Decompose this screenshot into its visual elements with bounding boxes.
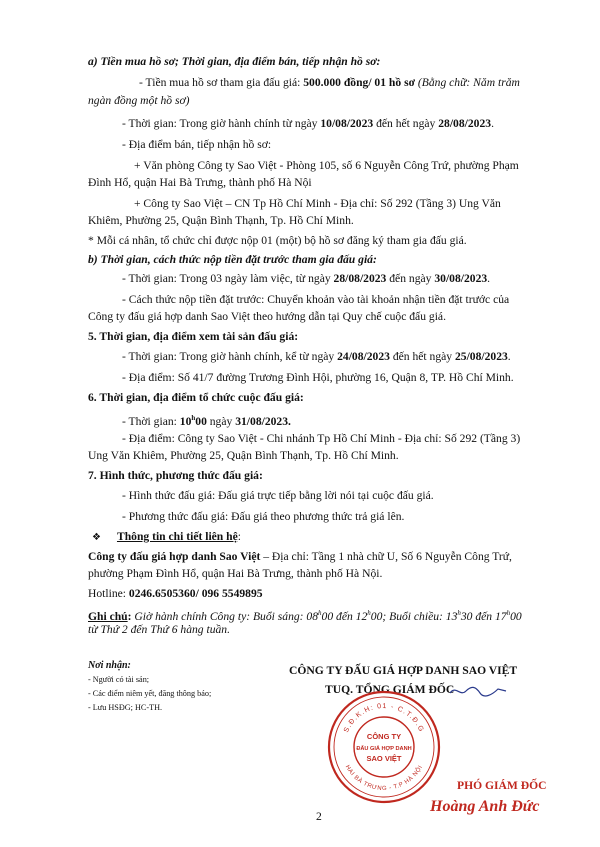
- section-6-heading: 6. Thời gian, địa điểm tổ chức cuộc đấu giá:: [88, 391, 304, 404]
- seal-ring-bottom: HAI BÀ TRƯNG - T.P HÀ NỘI: [343, 764, 425, 793]
- contact-company: Công ty đấu giá hợp danh Sao Việt: [88, 550, 261, 563]
- viewing-time-start: 24/08/2023: [337, 350, 390, 363]
- fee-words: (Bằng chữ: Năm trăm: [415, 76, 520, 89]
- viewing-time-end: 25/08/2023: [454, 350, 508, 363]
- auction-hour: 10: [179, 414, 192, 428]
- viewing-time-mid: đến hết ngày: [389, 350, 455, 363]
- auction-date: 31/08/2023: [235, 414, 289, 428]
- section-5-heading: 5. Thời gian, địa điểm xem tài sản đấu giá:: [88, 330, 299, 343]
- note-text-5: 00: [510, 609, 522, 623]
- recipient-item: - Người có tài sản;: [88, 675, 150, 684]
- signer-title: PHÓ GIÁM ĐỐC: [457, 779, 547, 792]
- recipients-heading: Nơi nhận:: [88, 660, 131, 671]
- deposit-method-line2: Công ty đấu giá hợp danh Sao Việt theo hướng dẫn tại Quy chế cuộc đấu giá.: [88, 310, 446, 323]
- note-sup-3: h: [457, 609, 461, 617]
- sale-time-start: 10/08/2023: [320, 117, 374, 130]
- seal-ring-top: S.Đ.K.H: 01 - C.T.Đ.G: [343, 702, 425, 734]
- hotline-line: [88, 587, 263, 601]
- fee-prefix: - Tiền mua hồ sơ tham gia đấu giá:: [139, 76, 304, 89]
- auction-hour-sup: h: [191, 414, 196, 422]
- hours-note-line2: từ Thứ 2 đến Thứ 6 hàng tuần.: [88, 623, 231, 636]
- section-a-heading: a) Tiền mua hồ sơ; Thời gian, địa điểm bán, tiếp nhận hồ sơ:: [88, 55, 381, 68]
- note-sup-2: h: [367, 609, 371, 617]
- signature-company: CÔNG TY ĐẤU GIÁ HỢP DANH SAO VIỆT: [289, 664, 518, 677]
- deposit-time-mid: đến ngày: [386, 272, 435, 285]
- section-b-heading: b) Thời gian, cách thức nộp tiền đặt trước tham gia đấu giá:: [88, 253, 377, 266]
- seal-center-2: ĐẤU GIÁ HỢP DANH: [356, 746, 412, 752]
- auction-time-prefix: - Thời gian:: [122, 414, 180, 428]
- viewing-time-line: [122, 350, 511, 364]
- submission-note: * Mỗi cá nhân, tổ chức chỉ được nộp 01 (một) bộ hồ sơ đăng ký tham gia đấu giá.: [88, 234, 467, 247]
- contact-heading: Thông tin chi tiết liên hệ: [116, 530, 238, 543]
- page-number: 2: [316, 810, 322, 823]
- auction-place-line1: - Địa điểm: Công ty Sao Việt - Chi nhánh Tp Hồ Chí Minh - Địa chỉ: Số 292 (Tầng 3): [122, 432, 521, 445]
- seal-center-1: CÔNG TY: [366, 732, 402, 741]
- auction-time-suffix: .: [288, 414, 291, 428]
- viewing-time-suffix: .: [507, 350, 511, 363]
- note-sup-1: h: [318, 609, 322, 617]
- auction-time-mid: ngày: [206, 414, 236, 428]
- seal-center-3: SAO VIỆT: [366, 754, 402, 763]
- contact-company-line: [88, 550, 512, 564]
- auction-minute: 00: [195, 414, 207, 428]
- svg-text:S.Đ.K.H: 01 - C.T.Đ.G: [343, 703, 425, 734]
- note-sup-4: h: [506, 609, 511, 617]
- note-text-1: Giờ hành chính Công ty: Buổi sáng: 08: [134, 609, 319, 623]
- sale-time-prefix: - Thời gian: Trong giờ hành chính từ ngày: [122, 117, 321, 130]
- signature-scribble-icon: [448, 683, 508, 699]
- note-text-2: 00 đến 12: [321, 609, 368, 623]
- auction-method: - Phương thức đấu giá: Đấu giá theo phương thức trả giá lên.: [122, 510, 405, 523]
- contact-heading-colon: :: [237, 530, 241, 543]
- auction-form: - Hình thức đấu giá: Đấu giá trực tiếp bằng lời nói tại cuộc đấu giá.: [122, 489, 434, 502]
- recipient-item: - Các điểm niêm yết, đăng thông báo;: [88, 689, 212, 698]
- contact-address-1: – Địa chỉ: Tầng 1 nhà chữ U, Số 6 Nguyễn Công Trứ,: [260, 550, 512, 563]
- place-1-line2: Đình Hổ, quận Hai Bà Trưng, thành phố Hà Nội: [88, 176, 312, 189]
- fee-line: [139, 76, 520, 90]
- note-label: Ghi chú: [88, 609, 128, 623]
- place-2-line2: Khiêm, Phường 25, Quận Bình Thạnh, Tp. Hồ Chí Minh.: [88, 214, 354, 227]
- deposit-time-suffix: .: [487, 272, 491, 285]
- fee-words-cont: ngàn đồng một hồ sơ): [88, 94, 190, 107]
- note-text-4: 30 đến 17: [460, 609, 507, 623]
- hotline-label: Hotline:: [88, 587, 129, 600]
- sale-time-suffix: .: [491, 117, 494, 130]
- company-seal: [325, 688, 443, 806]
- place-label: - Địa điểm bán, tiếp nhận hồ sơ:: [122, 138, 272, 151]
- auction-time-line: [122, 411, 291, 429]
- deposit-method-line1: - Cách thức nộp tiền đặt trước: Chuyển khoản vào tài khoản nhận tiền đặt trước của: [122, 293, 510, 306]
- sale-time-end: 28/08/2023: [438, 117, 492, 130]
- place-1-line1: + Văn phòng Công ty Sao Việt - Phòng 105, số 6 Nguyễn Công Trứ, phường Phạm: [134, 159, 519, 172]
- auction-place-line2: Ung Văn Khiêm, Phường 25, Quận Bình Thạnh, Tp. Hồ Chí Minh.: [88, 449, 399, 462]
- note-text-3: 00; Buổi chiều: 13: [370, 609, 458, 623]
- diamond-bullet-icon: ❖: [92, 532, 101, 543]
- section-7-heading: 7. Hình thức, phương thức đấu giá:: [88, 469, 263, 482]
- hours-note-line1: [88, 606, 522, 624]
- hotline-value: 0246.6505360/ 096 5549895: [128, 587, 263, 600]
- contact-heading-line: [92, 530, 241, 545]
- deposit-time-start: 28/08/2023: [333, 272, 387, 285]
- deposit-time-end: 30/08/2023: [434, 272, 488, 285]
- note-colon: :: [127, 609, 135, 623]
- viewing-time-prefix: - Thời gian: Trong giờ hành chính, kể từ ngày: [122, 350, 338, 363]
- deposit-time-prefix: - Thời gian: Trong 03 ngày làm việc, từ ngày: [122, 272, 334, 285]
- deposit-time-line: [122, 272, 490, 286]
- sale-time-line: [122, 117, 494, 131]
- sale-time-mid: đến hết ngày: [373, 117, 439, 130]
- place-2-line1: + Công ty Sao Việt – CN Tp Hồ Chí Minh - Địa chỉ: Số 292 (Tầng 3) Ung Văn: [134, 197, 501, 210]
- contact-address-2: phường Phạm Đình Hổ, quận Hai Bà Trưng, thành phố Hà Nội.: [88, 567, 383, 580]
- signer-name: Hoàng Anh Đức: [430, 798, 540, 815]
- signature-on-behalf: TUQ. TỔNG GIÁM ĐỐC: [325, 683, 455, 696]
- recipient-item: - Lưu HSĐG; HC-TH.: [88, 703, 163, 712]
- fee-value: 500.000 đồng/ 01 hồ sơ: [303, 76, 416, 89]
- viewing-place: - Địa điểm: Số 41/7 đường Trương Đình Hội, phường 16, Quận 8, TP. Hồ Chí Minh.: [122, 371, 514, 384]
